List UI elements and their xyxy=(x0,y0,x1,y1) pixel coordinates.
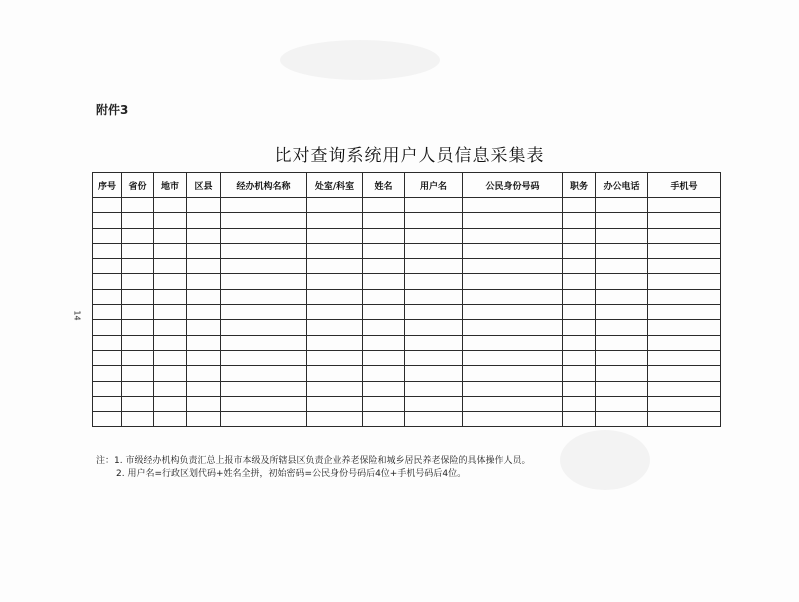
table-cell xyxy=(93,274,122,289)
table-cell xyxy=(122,412,154,427)
table-cell xyxy=(596,198,648,213)
table-cell xyxy=(122,213,154,228)
table-cell xyxy=(122,350,154,365)
table-cell xyxy=(154,396,187,411)
table-cell xyxy=(563,213,596,228)
table-cell xyxy=(405,412,463,427)
table-body xyxy=(93,198,721,427)
table-cell xyxy=(187,305,221,320)
table-cell xyxy=(363,366,405,381)
form-title: 比对查询系统用户人员信息采集表 xyxy=(274,146,545,166)
table-cell xyxy=(563,243,596,258)
table-cell xyxy=(122,396,154,411)
table-cell xyxy=(596,305,648,320)
table-cell xyxy=(93,289,122,304)
table-cell xyxy=(648,412,721,427)
table-cell xyxy=(596,381,648,396)
table-cell xyxy=(307,274,363,289)
table-row xyxy=(93,259,721,274)
table-cell xyxy=(596,259,648,274)
table-cell xyxy=(596,412,648,427)
table-cell xyxy=(648,243,721,258)
table-cell xyxy=(463,381,563,396)
table-cell xyxy=(154,412,187,427)
table-cell xyxy=(405,198,463,213)
table-cell xyxy=(93,412,122,427)
table-cell xyxy=(221,320,307,335)
table-cell xyxy=(648,335,721,350)
table-cell xyxy=(363,320,405,335)
table-cell xyxy=(405,243,463,258)
table-cell xyxy=(405,274,463,289)
table-cell xyxy=(221,305,307,320)
table-cell xyxy=(307,366,363,381)
table-cell xyxy=(93,320,122,335)
table-cell xyxy=(154,213,187,228)
table-cell xyxy=(187,289,221,304)
table-cell xyxy=(363,412,405,427)
table-cell xyxy=(563,274,596,289)
table-cell xyxy=(596,320,648,335)
table-cell xyxy=(463,198,563,213)
table-cell xyxy=(463,243,563,258)
table-cell xyxy=(648,213,721,228)
table-cell xyxy=(363,259,405,274)
table-cell xyxy=(307,305,363,320)
attachment-label: 附件3 xyxy=(96,103,129,117)
table-cell xyxy=(221,274,307,289)
table-cell xyxy=(648,289,721,304)
table-cell xyxy=(405,213,463,228)
table-cell xyxy=(463,412,563,427)
table-cell xyxy=(122,366,154,381)
table-cell xyxy=(596,366,648,381)
table-cell xyxy=(463,289,563,304)
table-cell xyxy=(122,305,154,320)
table-cell xyxy=(596,213,648,228)
header-cell: 经办机构名称 xyxy=(221,173,307,198)
table-cell xyxy=(648,198,721,213)
table-row xyxy=(93,366,721,381)
table-cell xyxy=(648,396,721,411)
table-cell xyxy=(405,381,463,396)
table-cell xyxy=(187,412,221,427)
table-cell xyxy=(154,305,187,320)
table-cell xyxy=(648,381,721,396)
table-cell xyxy=(187,274,221,289)
table-cell xyxy=(93,350,122,365)
table-cell xyxy=(187,350,221,365)
footnote-line xyxy=(96,455,530,468)
table-cell xyxy=(221,243,307,258)
header-cell: 序号 xyxy=(93,173,122,198)
table-cell xyxy=(596,335,648,350)
table-cell xyxy=(307,396,363,411)
table-row xyxy=(93,213,721,228)
table-row xyxy=(93,412,721,427)
table-cell xyxy=(154,228,187,243)
table-cell xyxy=(187,335,221,350)
table-cell xyxy=(122,289,154,304)
table-cell xyxy=(563,259,596,274)
table-cell xyxy=(93,396,122,411)
table-cell xyxy=(154,350,187,365)
table-row xyxy=(93,289,721,304)
table-cell xyxy=(221,396,307,411)
footnotes xyxy=(96,455,530,481)
table-cell xyxy=(596,289,648,304)
table-cell xyxy=(648,320,721,335)
table-cell xyxy=(363,381,405,396)
table-cell xyxy=(154,366,187,381)
table-cell xyxy=(307,228,363,243)
table-cell xyxy=(463,396,563,411)
table-cell xyxy=(93,213,122,228)
table-cell xyxy=(463,228,563,243)
table-cell xyxy=(563,412,596,427)
table-cell xyxy=(648,274,721,289)
table-cell xyxy=(93,366,122,381)
table-cell xyxy=(405,289,463,304)
table-cell xyxy=(221,198,307,213)
table-cell xyxy=(221,213,307,228)
table-cell xyxy=(563,198,596,213)
table-cell xyxy=(307,198,363,213)
table-cell xyxy=(122,243,154,258)
table-cell xyxy=(122,320,154,335)
table-cell xyxy=(307,335,363,350)
table-cell xyxy=(154,198,187,213)
table-cell xyxy=(122,381,154,396)
table-cell xyxy=(363,213,405,228)
table-cell xyxy=(122,228,154,243)
header-cell: 处室/科室 xyxy=(307,173,363,198)
table-cell xyxy=(363,243,405,258)
table-cell xyxy=(363,274,405,289)
table-cell xyxy=(648,305,721,320)
table-cell xyxy=(187,198,221,213)
header-cell: 公民身份号码 xyxy=(463,173,563,198)
table-cell xyxy=(93,305,122,320)
table-row xyxy=(93,243,721,258)
table-cell xyxy=(363,350,405,365)
table-cell xyxy=(463,213,563,228)
table-cell xyxy=(363,198,405,213)
table-cell xyxy=(307,213,363,228)
table-cell xyxy=(154,335,187,350)
table-cell xyxy=(463,335,563,350)
table-cell xyxy=(405,320,463,335)
table-cell xyxy=(221,289,307,304)
footnote-2: 2. 用户名=行政区划代码+姓名全拼，初始密码=公民身份号码后4位+手机号码后4位。 xyxy=(116,469,467,479)
table-cell xyxy=(563,320,596,335)
table-cell xyxy=(154,259,187,274)
header-cell: 职务 xyxy=(563,173,596,198)
table-cell xyxy=(405,350,463,365)
table-cell xyxy=(187,243,221,258)
table-cell xyxy=(307,412,363,427)
table-cell xyxy=(93,259,122,274)
table-cell xyxy=(307,289,363,304)
table-cell xyxy=(122,274,154,289)
table-cell xyxy=(187,320,221,335)
table-cell xyxy=(187,259,221,274)
footnote-prefix: 注： xyxy=(96,456,115,466)
table-cell xyxy=(122,335,154,350)
header-cell: 姓名 xyxy=(363,173,405,198)
table-cell xyxy=(405,396,463,411)
table-cell xyxy=(363,305,405,320)
table-cell xyxy=(221,366,307,381)
table-cell xyxy=(93,243,122,258)
table-cell xyxy=(405,366,463,381)
header-cell: 地市 xyxy=(154,173,187,198)
table-cell xyxy=(563,350,596,365)
table-row xyxy=(93,350,721,365)
scan-smudge xyxy=(280,40,440,80)
table-cell xyxy=(307,381,363,396)
table-cell xyxy=(648,259,721,274)
table-cell xyxy=(221,335,307,350)
table-cell xyxy=(93,228,122,243)
table-cell xyxy=(405,259,463,274)
table-row xyxy=(93,396,721,411)
table-cell xyxy=(154,320,187,335)
scan-smudge xyxy=(560,430,650,490)
table-cell xyxy=(596,350,648,365)
table-cell xyxy=(463,366,563,381)
table-cell xyxy=(93,381,122,396)
table-cell xyxy=(463,274,563,289)
table-cell xyxy=(563,381,596,396)
table-cell xyxy=(563,366,596,381)
table-row xyxy=(93,274,721,289)
table-cell xyxy=(221,228,307,243)
table-cell xyxy=(463,259,563,274)
table-cell xyxy=(405,335,463,350)
table-cell xyxy=(463,320,563,335)
table-cell xyxy=(363,228,405,243)
table-cell xyxy=(596,243,648,258)
table-cell xyxy=(93,198,122,213)
table-cell xyxy=(463,305,563,320)
footnote-1: 1. 市级经办机构负责汇总上报市本级及所辖县区负责企业养老保险和城乡居民养老保险的具体操作人员。 xyxy=(114,456,531,466)
header-cell: 用户名 xyxy=(405,173,463,198)
table-row xyxy=(93,381,721,396)
table-cell xyxy=(154,381,187,396)
table-cell xyxy=(187,366,221,381)
table-cell xyxy=(187,396,221,411)
table-cell xyxy=(363,289,405,304)
table-cell xyxy=(563,305,596,320)
table-row xyxy=(93,198,721,213)
table-row xyxy=(93,305,721,320)
table-cell xyxy=(463,350,563,365)
table-cell xyxy=(596,396,648,411)
table-row xyxy=(93,320,721,335)
table-cell xyxy=(648,228,721,243)
table-cell xyxy=(187,381,221,396)
table-cell xyxy=(563,396,596,411)
table-cell xyxy=(596,274,648,289)
page-number: 14 xyxy=(72,310,82,321)
table-cell xyxy=(363,335,405,350)
table-cell xyxy=(187,213,221,228)
table-row xyxy=(93,335,721,350)
table-cell xyxy=(154,289,187,304)
table-cell xyxy=(307,259,363,274)
table-cell xyxy=(563,228,596,243)
footnote-line xyxy=(96,468,530,481)
header-cell: 省份 xyxy=(122,173,154,198)
table-cell xyxy=(307,320,363,335)
table-cell xyxy=(563,289,596,304)
header-cell: 办公电话 xyxy=(596,173,648,198)
table-cell xyxy=(596,228,648,243)
table-cell xyxy=(154,243,187,258)
table-cell xyxy=(122,259,154,274)
header-cell: 手机号 xyxy=(648,173,721,198)
table-cell xyxy=(563,335,596,350)
table-cell xyxy=(221,350,307,365)
table-row xyxy=(93,228,721,243)
table-cell xyxy=(648,350,721,365)
table-cell xyxy=(405,228,463,243)
table-cell xyxy=(154,274,187,289)
table-cell xyxy=(221,259,307,274)
table-cell xyxy=(307,243,363,258)
table-cell xyxy=(221,381,307,396)
info-collection-table xyxy=(92,172,721,427)
table-cell xyxy=(187,228,221,243)
table-cell xyxy=(648,366,721,381)
table-cell xyxy=(93,335,122,350)
table-cell xyxy=(405,305,463,320)
header-cell: 区县 xyxy=(187,173,221,198)
table-cell xyxy=(363,396,405,411)
table-cell xyxy=(307,350,363,365)
table-header-row xyxy=(93,173,721,198)
table-cell xyxy=(122,198,154,213)
table-cell xyxy=(221,412,307,427)
